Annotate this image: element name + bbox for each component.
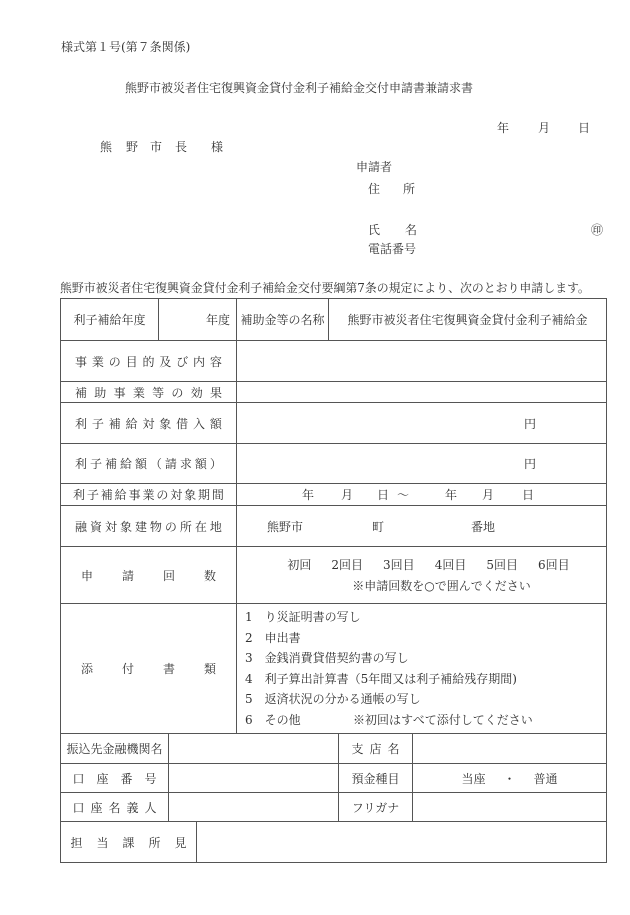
effect-input[interactable] [236, 382, 606, 402]
bank-input[interactable] [168, 734, 338, 763]
attachments-label [61, 604, 236, 733]
label-char: 補 [108, 416, 121, 431]
label-char: 人 [144, 800, 157, 815]
fiscal-year-suffix: 年度 [205, 313, 230, 327]
label-char: 業 [91, 354, 104, 369]
deposit-type-label: 預金種目 [338, 764, 412, 792]
label-char: 番 [120, 771, 133, 786]
label-char: 期 [198, 488, 211, 502]
label-char: 業 [142, 488, 155, 502]
fiscal-year-label: 利子補給年度 [73, 313, 146, 327]
label-char: （ [149, 457, 162, 471]
label-char: 建 [134, 519, 147, 534]
date-year: 年 [497, 121, 510, 135]
location-town: 町 [372, 519, 385, 534]
label-char: 額 [134, 457, 147, 471]
period-start-day: 日 [377, 488, 390, 502]
count-option-list [287, 556, 569, 573]
period-start-year: 年 [302, 488, 315, 502]
yen-unit: 円 [523, 457, 536, 471]
attachment-item: 6 その他 [245, 712, 301, 727]
label-char: 補 [104, 457, 117, 471]
application-count-label [61, 547, 236, 603]
label-char: 内 [193, 354, 206, 369]
phone-label: 電話番号 [368, 242, 417, 256]
location-city: 熊野市 [267, 519, 304, 534]
subsidy-name-value: 熊野市被災者住宅復興資金貸付金利子補給金 [328, 299, 606, 340]
form-number: 様式第１号(第７条関係) [61, 40, 191, 54]
row-purpose [61, 340, 606, 381]
furigana-input[interactable] [412, 793, 606, 821]
address-label: 所 [403, 182, 416, 196]
label-char: の [171, 385, 184, 400]
attachment-last-line [245, 710, 606, 731]
label-char: 支 [351, 742, 364, 756]
name-label: 氏 [368, 223, 381, 237]
count-option[interactable]: 5回目 [486, 558, 518, 572]
label-char: 請 [121, 568, 134, 583]
label-char: 入 [193, 416, 206, 431]
label-char: 補 [100, 488, 113, 502]
label-char: 給 [114, 488, 127, 502]
attachment-item: 1 り災証明書の写し [245, 610, 361, 624]
label-char: 給 [125, 416, 138, 431]
label-char: 付 [121, 662, 134, 676]
label-char: 座 [90, 800, 103, 815]
label-char: 融 [75, 519, 88, 534]
date-month: 月 [538, 121, 551, 135]
label-char: 子 [89, 457, 102, 471]
label-char: 申 [81, 568, 94, 583]
account-number-input[interactable] [168, 764, 338, 792]
label-char: 容 [209, 354, 222, 369]
label-char: 物 [149, 519, 162, 534]
label-char: 当 [96, 835, 109, 850]
row-effect [61, 381, 606, 402]
label-char: 対 [142, 416, 155, 431]
purpose-label [61, 341, 236, 381]
name-label: 名 [405, 223, 418, 237]
location-label [61, 506, 236, 546]
label-char: 座 [96, 771, 109, 786]
account-holder-label [61, 793, 168, 821]
count-note: ※申請回数を○で囲んでください [352, 579, 531, 593]
addressee-char: 熊 [100, 140, 113, 154]
effect-label [61, 382, 236, 402]
addressee-honorific: 様 [211, 140, 224, 154]
label-char: 象 [159, 416, 172, 431]
account-holder-input[interactable] [168, 793, 338, 821]
yen-unit: 円 [523, 416, 536, 431]
label-char: ） [209, 457, 222, 471]
label-char: 子 [91, 416, 104, 431]
row-subsidy-amount [61, 443, 606, 483]
attachment-item: 3 金銭消費貸借契約書の写し [245, 651, 409, 665]
form-title: 熊野市被災者住宅復興資金貸付金利子補給金交付申請書兼請求書 [125, 81, 474, 95]
loan-amount-input[interactable] [236, 403, 606, 443]
label-char: 対 [104, 519, 117, 534]
addressee-char: 長 [175, 140, 188, 154]
label-char: 象 [119, 519, 132, 534]
date-day: 日 [578, 121, 591, 135]
label-char: 事 [128, 488, 141, 502]
deposit-type-separator: ・ [503, 771, 516, 786]
count-option[interactable]: 初回 [287, 558, 312, 572]
addressee-char: 市 [150, 140, 163, 154]
label-char: 利 [75, 416, 88, 431]
attachment-item: 4 利子算出計算書（5年間又は利子補給残存期間) [245, 671, 517, 686]
location-input[interactable] [236, 506, 606, 546]
row-application-count [61, 546, 606, 603]
addressee-char: 野 [126, 140, 139, 154]
label-char: 書 [162, 662, 175, 676]
subsidy-amount-input[interactable] [236, 444, 606, 483]
label-char: 在 [194, 519, 207, 534]
row-account-holder [61, 792, 606, 821]
location-lot: 番地 [471, 519, 496, 534]
loan-amount-label [61, 403, 236, 443]
count-option[interactable]: 4回目 [434, 558, 467, 572]
label-char: 義 [126, 800, 139, 815]
count-option[interactable]: 2回目 [331, 558, 364, 572]
label-char: 資 [89, 519, 102, 534]
attachment-item: 5 返済状況の分かる通帳の写し [245, 692, 421, 706]
row-attachments [61, 603, 606, 733]
label-char: 店 [369, 742, 382, 756]
furigana-label: フリガナ [338, 793, 412, 821]
label-char: び [176, 354, 189, 369]
label-char: 地 [209, 519, 222, 534]
label-char: 担 [70, 835, 83, 850]
label-char: の [164, 519, 177, 534]
label-char: 求 [179, 457, 192, 471]
label-char: 類 [203, 662, 216, 676]
period-end-year: 年 [445, 488, 458, 502]
attachment-note: ※初回はすべて添付してください [353, 712, 533, 727]
label-char: の [108, 354, 121, 369]
label-char: の [156, 488, 169, 502]
dept-opinion-label [61, 822, 196, 862]
label-char: 給 [119, 457, 132, 471]
label-char: 額 [194, 457, 207, 471]
label-char: 業 [132, 385, 145, 400]
count-option[interactable]: 6回目 [537, 558, 570, 572]
label-char: 請 [164, 457, 177, 471]
fiscal-year-input[interactable] [158, 299, 236, 340]
row-dept-opinion [61, 821, 606, 862]
attachment-item: 2 申出書 [245, 630, 301, 645]
period-input[interactable] [236, 484, 606, 505]
branch-input[interactable] [412, 734, 606, 763]
period-end-day: 日 [522, 488, 535, 502]
label-char: 助 [94, 385, 107, 400]
subsidy-amount-label [61, 444, 236, 483]
label-char: 添 [81, 662, 94, 676]
label-char: 的 [142, 354, 155, 369]
account-number-label [61, 764, 168, 792]
label-char: 事 [75, 354, 88, 369]
label-char: 口 [72, 800, 85, 815]
label-char: 名 [108, 800, 121, 815]
dept-opinion-input[interactable] [196, 822, 606, 862]
row-fiscal-year [61, 299, 606, 340]
label-char: 目 [125, 354, 138, 369]
label-char: 所 [179, 519, 192, 534]
label-char: 名 [387, 742, 400, 756]
label-char: 利 [75, 457, 88, 471]
deposit-type-option[interactable]: 普通 [533, 771, 558, 786]
row-bank [61, 733, 606, 763]
bank-label: 振込先金融機関名 [66, 742, 163, 756]
label-char: 子 [86, 488, 99, 502]
applicant-heading: 申請者 [356, 160, 393, 174]
count-option[interactable]: 3回目 [383, 558, 415, 572]
label-char: 等 [152, 385, 165, 400]
purpose-input[interactable] [236, 341, 606, 381]
seal-mark: ㊞ [591, 223, 604, 237]
address-label: 住 [368, 182, 381, 196]
application-table [60, 298, 607, 863]
period-start-month: 月 [341, 488, 354, 502]
branch-label [338, 734, 412, 763]
label-char: 効 [190, 385, 203, 400]
label-char: 回 [162, 568, 175, 583]
label-char: 数 [203, 568, 216, 583]
label-char: 額 [209, 416, 222, 431]
period-tilde: ～ [397, 488, 410, 502]
period-label [61, 484, 236, 505]
label-char: 及 [159, 354, 172, 369]
intro-text: 熊野市被災者住宅復興資金貸付金利子補給金交付要綱第7条の規定により、次のとおり申請します。 [60, 281, 590, 295]
row-location [61, 505, 606, 546]
label-char: 間 [211, 488, 224, 502]
label-char: 借 [176, 416, 189, 431]
period-end-month: 月 [482, 488, 495, 502]
row-account-number [61, 763, 606, 792]
subsidy-name-label: 補助金等の名称 [236, 299, 328, 340]
label-char: 見 [174, 835, 187, 850]
label-char: 課 [122, 835, 135, 850]
label-char: 口 [72, 771, 85, 786]
label-char: 所 [148, 835, 161, 850]
label-char: 補 [75, 385, 88, 400]
label-char: 利 [73, 488, 86, 502]
application-count-options [236, 547, 606, 603]
row-period [61, 483, 606, 505]
label-char: 果 [209, 385, 222, 400]
label-char: 対 [170, 488, 183, 502]
label-char: 象 [184, 488, 197, 502]
deposit-type-option[interactable]: 当座 [461, 771, 486, 786]
deposit-type-options [412, 764, 606, 792]
label-char: 号 [144, 771, 157, 786]
attachment-list [236, 604, 606, 733]
label-char: 事 [113, 385, 126, 400]
row-loan-amount [61, 402, 606, 443]
